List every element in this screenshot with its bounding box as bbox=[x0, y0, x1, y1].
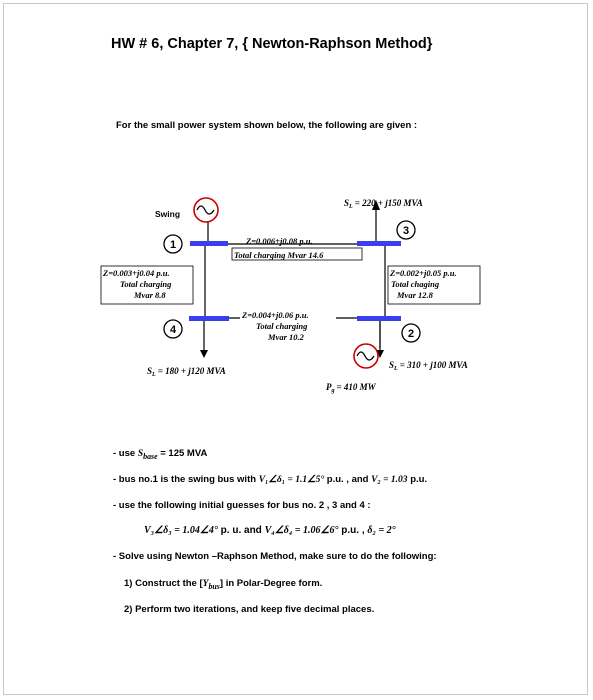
line-1-4-charging-1: Total charging bbox=[120, 279, 172, 289]
line-1-4-impedance: Z=0.003+j0.04 p.u. bbox=[103, 268, 170, 278]
line-4-2-charging-2: Mvar 10.2 bbox=[268, 332, 304, 342]
line-4-2-impedance: Z=0.004+j0.06 p.u. bbox=[242, 310, 309, 320]
intro-text: For the small power system shown below, the following are given : bbox=[116, 120, 418, 131]
task-1: 1) Construct the $[Y_{bus}]$ in Polar-Degree form. bbox=[124, 578, 323, 591]
given-initial-guess: - use the following initial guesses for bus no. 2 , 3 and 4 : bbox=[113, 500, 371, 511]
swing-label: Swing bbox=[155, 209, 181, 219]
line-4-2-charging-1: Total charging bbox=[256, 321, 308, 331]
initial-guess-values: V₃∠δ₃ = 1.04∠4° p. u. and V₄∠δ₄ = 1.06∠6° p.u. , δ₂ = 2° bbox=[144, 525, 396, 536]
given-sbase: - use $S_{base} = 125$ MVA bbox=[113, 448, 208, 461]
task-2: 2) Perform two iterations, and keep five decimal places. bbox=[124, 604, 375, 615]
bus2-bar bbox=[357, 316, 401, 321]
bus1-number: 1 bbox=[169, 239, 177, 251]
bus1-bar bbox=[190, 241, 228, 246]
page-title: HW # 6, Chapter 7, { Newton-Raphson Method} bbox=[111, 36, 433, 52]
bus3-bar bbox=[357, 241, 401, 246]
bus2-load-label: $S_L = 310 + j100$ MVA bbox=[389, 360, 468, 372]
line-3-2-impedance: Z=0.002+j0.05 p.u. bbox=[390, 268, 457, 278]
bus4-number: 4 bbox=[169, 324, 177, 336]
line-1-4-charging-2: Mvar 8.8 bbox=[134, 290, 166, 300]
given-solve: - Solve using Newton –Raphson Method, make sure to do the following: bbox=[113, 551, 437, 562]
bus2-number: 2 bbox=[407, 328, 415, 340]
given-swing-bus: - bus no.1 is the swing bus with V₁∠δ₁ = 1.1∠5° p.u. , and V₂ = 1.03 p.u. bbox=[113, 474, 428, 485]
bus2-generation-label: $P_g = 410$ MW bbox=[326, 382, 376, 394]
line-3-2-charging-2: Mvar 12.8 bbox=[397, 290, 433, 300]
bus4-load-label: $S_L = 180 + j120$ MVA bbox=[147, 366, 226, 378]
line-1-3-impedance: Z=0.006+j0.08 p.u. bbox=[246, 236, 313, 246]
bus4-bar bbox=[189, 316, 229, 321]
bus3-number: 3 bbox=[402, 225, 410, 237]
line-3-2-charging-1: Total chaging bbox=[391, 279, 440, 289]
bus3-load-label: $S_L = 220 + j150$ MVA bbox=[344, 198, 423, 210]
line-1-3-charging: Total charging Mvar 14.6 bbox=[234, 250, 324, 260]
bus4-load-arrow bbox=[200, 350, 208, 358]
